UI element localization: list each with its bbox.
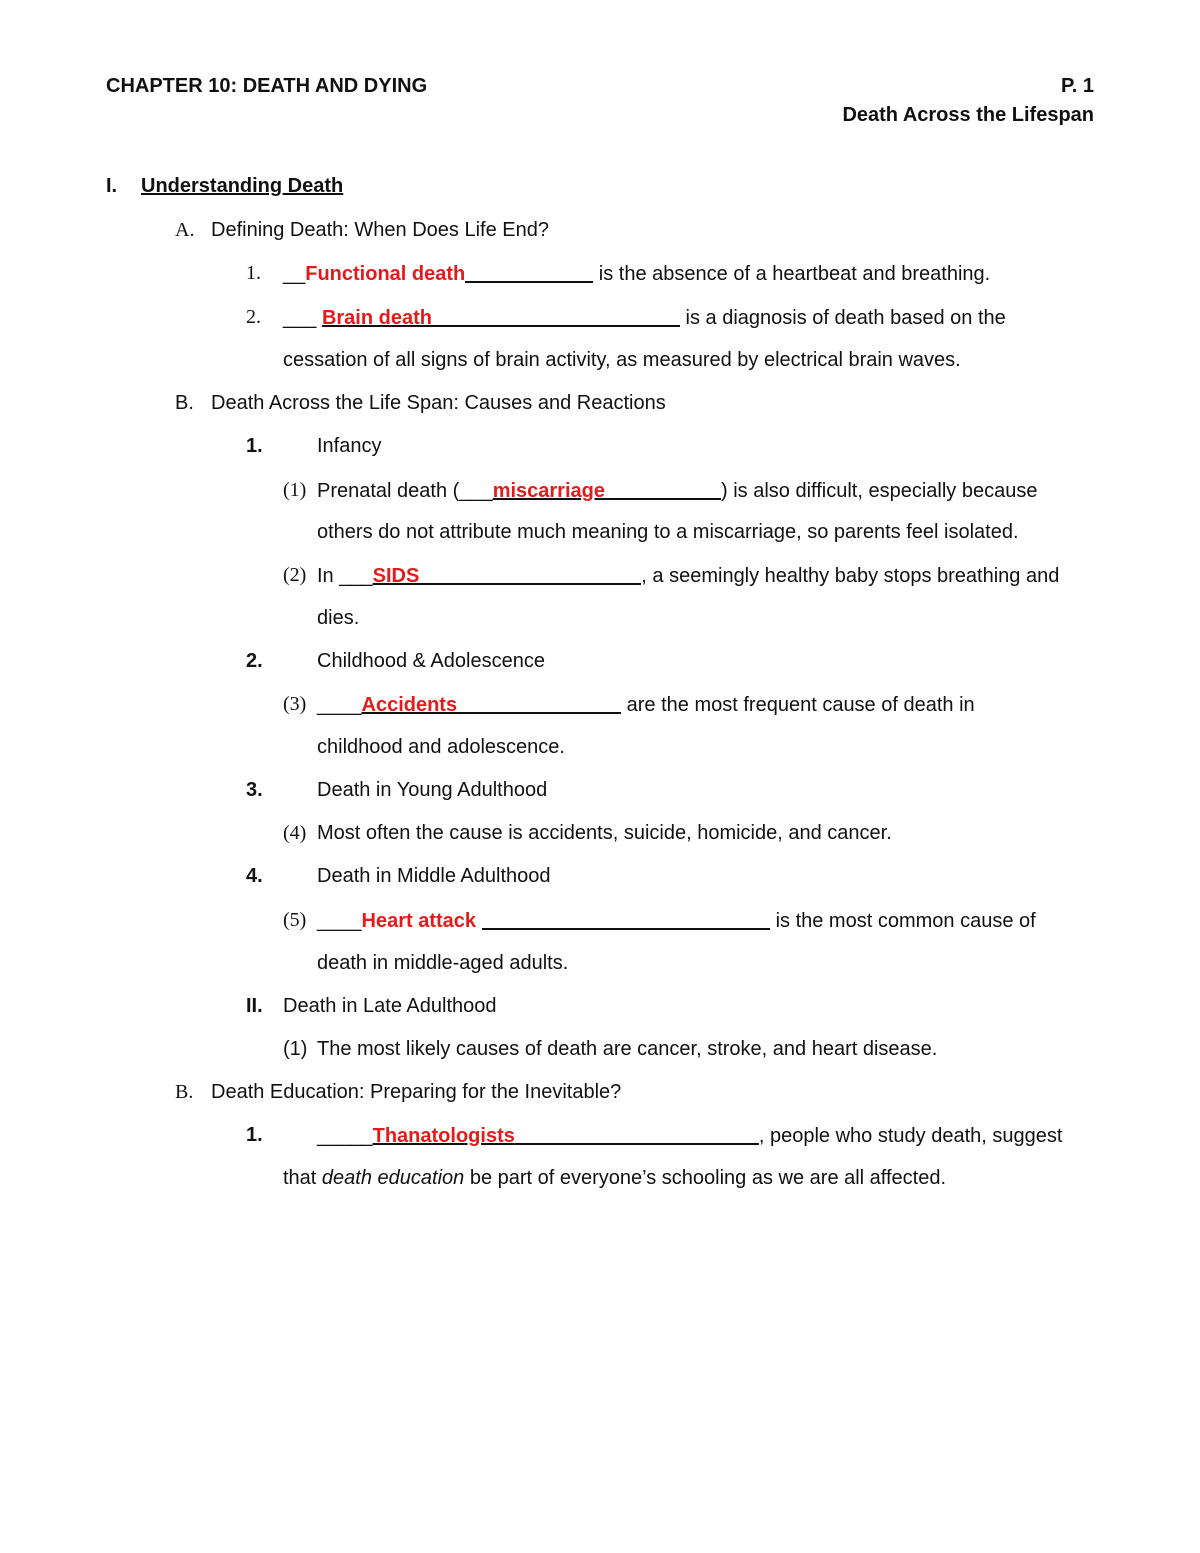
item-number: (3) — [283, 693, 307, 715]
sentence-text: is the absence of a heartbeat and breathing. — [593, 263, 991, 285]
sentence-text: that — [283, 1167, 322, 1189]
sentence-text: be part of everyone’s schooling as we are all affected. — [464, 1167, 947, 1189]
sentence-text: ) is also difficult, especially because — [720, 480, 1038, 502]
item-number: 4. — [246, 865, 263, 887]
answer-text: SIDS — [372, 565, 420, 587]
blank-line — [457, 692, 621, 714]
blank-pre: ___ — [283, 307, 322, 329]
item-number: (2) — [283, 564, 307, 586]
blank-pre: ____ — [317, 694, 362, 716]
sentence-text: , people who study death, suggest — [758, 1125, 1063, 1147]
blank-line — [605, 478, 721, 500]
sentence-text: are the most frequent cause of death in — [621, 694, 975, 716]
section-title: Understanding Death — [141, 175, 344, 197]
fill-in-line — [317, 1123, 1062, 1148]
outline-label-a: A. — [175, 219, 195, 241]
item-number: 1. — [246, 1124, 263, 1146]
item-number: (5) — [283, 909, 307, 931]
blank-line — [432, 305, 680, 327]
blank-line — [515, 1123, 759, 1145]
subheading: Death in Young Adulthood — [317, 779, 548, 801]
fill-in-line — [317, 563, 1059, 588]
blank-line — [482, 908, 770, 930]
fill-in-line — [317, 908, 1036, 933]
emphasis-text: death education — [321, 1167, 465, 1189]
fill-in-line — [317, 478, 1037, 503]
answer-text: Brain death — [321, 307, 432, 329]
item-number: (4) — [283, 822, 307, 844]
answer-text: Thanatologists — [372, 1125, 515, 1147]
continuation-text: dies. — [317, 607, 360, 629]
outline-heading-b: Death Across the Life Span: Causes and Reactions — [211, 392, 666, 414]
sentence-text: is the most common cause of — [770, 910, 1036, 932]
answer-text: Accidents — [361, 694, 458, 716]
subheading: Infancy — [317, 435, 382, 457]
section-numeral: I. — [106, 175, 118, 197]
item-number: 1. — [246, 262, 261, 284]
item-number: II. — [246, 995, 263, 1017]
item-number: 1. — [246, 435, 263, 457]
subheading: Childhood & Adolescence — [317, 650, 545, 672]
answer-text: miscarriage — [492, 480, 605, 502]
continuation-text — [283, 1166, 946, 1190]
item-number: 3. — [246, 779, 263, 801]
sentence-text: The most likely causes of death are cancer, stroke, and heart disease. — [317, 1038, 938, 1060]
chapter-title: CHAPTER 10: DEATH AND DYING — [106, 75, 428, 97]
sentence-text: Most often the cause is accidents, suicide, homicide, and cancer. — [317, 822, 892, 844]
blank-line — [419, 563, 641, 585]
continuation-text: childhood and adolescence. — [317, 736, 565, 758]
answer-text: Functional death — [305, 263, 466, 285]
blank-pre: __ — [283, 263, 306, 285]
continuation-text: death in middle-aged adults. — [317, 952, 569, 974]
answer-text: Heart attack — [361, 910, 477, 932]
item-number: 2. — [246, 306, 261, 328]
blank-pre: _____ — [317, 1125, 373, 1147]
sentence-text: , a seemingly healthy baby stops breathing and — [641, 565, 1060, 587]
page-number: P. 1 — [1061, 75, 1094, 97]
continuation-text: others do not attribute much meaning to a miscarriage, so parents feel isolated. — [317, 521, 1019, 543]
blank-line — [465, 261, 593, 283]
sentence-text: In ___ — [317, 565, 373, 587]
item-number: (1) — [283, 1038, 308, 1060]
outline-label-b: B. — [175, 1081, 194, 1103]
document-subtitle: Death Across the Lifespan — [842, 104, 1094, 126]
sentence-text: is a diagnosis of death based on the — [679, 307, 1006, 329]
outline-label-b: B. — [175, 392, 194, 414]
blank-pre: ____ — [317, 910, 362, 932]
fill-in-line — [317, 692, 975, 717]
item-number: 2. — [246, 650, 263, 672]
fill-in-line — [283, 305, 1006, 330]
outline-heading-b: Death Education: Preparing for the Inevitable? — [211, 1081, 622, 1103]
sentence-text: Prenatal death (___ — [317, 480, 493, 502]
item-number: (1) — [283, 479, 307, 501]
subheading: Death in Middle Adulthood — [317, 865, 551, 887]
outline-heading-a: Defining Death: When Does Life End? — [211, 219, 549, 241]
continuation-text: cessation of all signs of brain activity, as measured by electrical brain waves. — [283, 349, 961, 371]
fill-in-line — [283, 261, 990, 286]
subheading: Death in Late Adulthood — [283, 995, 497, 1017]
